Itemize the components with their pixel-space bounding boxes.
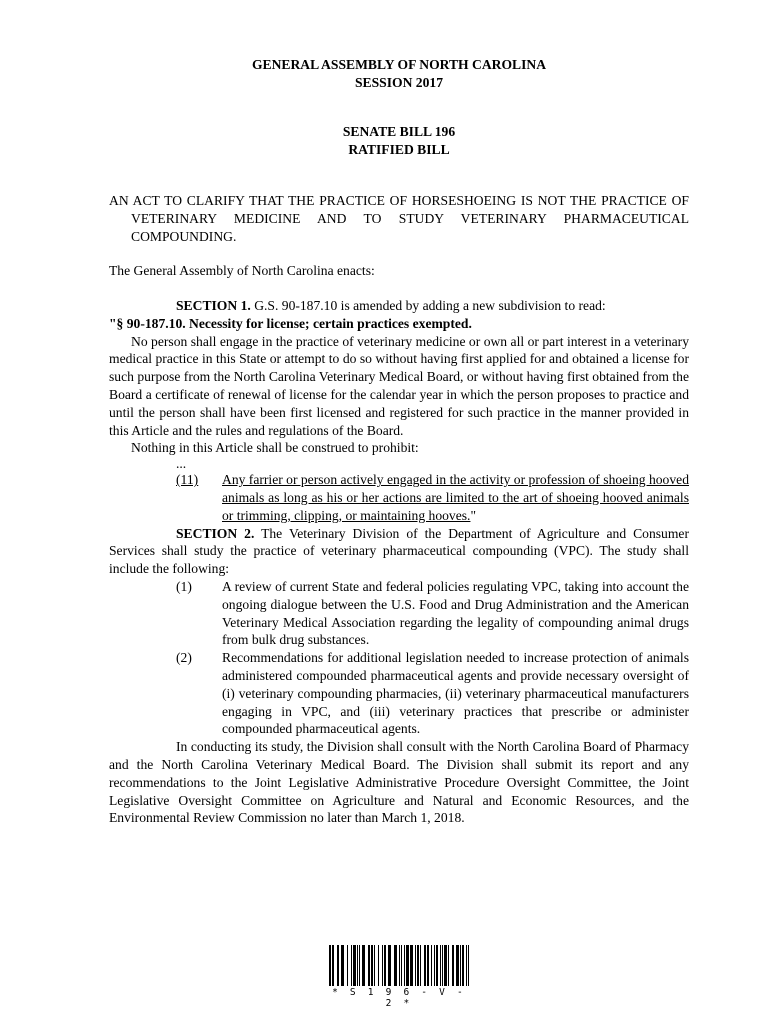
study-item-1 [109, 578, 689, 649]
enacting-clause: The General Assembly of North Carolina enacts: [109, 263, 375, 278]
section1-intro [109, 297, 689, 315]
subdivision-number: (11) [176, 472, 199, 488]
assembly-header [109, 56, 689, 92]
session-label: SESSION 2017 [354, 74, 443, 90]
study-item-text: A review of current State and federal policies regulating VPC, taking into account the ongoing dialogue between the U.S. Food and Drug Administration and the American Veterinary Medical Association regarding the legality of compounding animal drugs from bulk drug substances. [222, 578, 689, 648]
barcode-bars [329, 945, 469, 986]
act-title: AN ACT TO CLARIFY THAT THE PRACTICE OF HORSESHOEING IS NOT THE PRACTICE OF VETERINARY MEDICINE AND TO STUDY VETERINARY PHARMACEUTICAL COMPOUNDING. [109, 193, 689, 244]
study-item-number: (2) [176, 650, 192, 666]
omission-ellipsis: ... [176, 456, 187, 472]
statute-heading: "§ 90-187.10. Necessity for license; certain practices exempted. [109, 315, 472, 331]
assembly-name: GENERAL ASSEMBLY OF NORTH CAROLINA [251, 57, 547, 72]
subdivision-text: Any farrier or person actively engaged in the activity or profession of shoeing hooved animals as long as his or her actions are limited to the art of shoeing hooved animals or trimming, clipping, or maintaining hooves." [222, 472, 689, 523]
study-item-2 [109, 649, 689, 738]
section2-label: SECTION 2. [176, 525, 255, 541]
study-item-number: (1) [176, 578, 192, 594]
document-barcode [329, 945, 469, 1009]
statute-paragraph-1: No person shall engage in the practice of veterinary medicine or own all or part interest in a veterinary medical practice in this State or attempt to do so without having first applied for and obtained a license for such purpose from the North Carolina Veterinary Medical Board, or without having first obtained from the Board a certificate of renewal of license for the calendar year in which the person proposes to practice and until the person shall have been first licensed and registered for such practice in the manner provided in this Article and the rules and regulations of the Board. [109, 333, 689, 438]
section2-closing: In conducting its study, the Division shall consult with the North Carolina Board of Pharmacy and the North Carolina Veterinary Medical Board. The Division shall submit its report and any recommendations to the Joint Legislative Administrative Procedure Oversight Committee, the Joint Legislative Oversight Committee on Agriculture and Natural and Economic Resources, and the Environmental Review Commission no later than March 1, 2018. [109, 739, 689, 826]
bill-status: RATIFIED BILL [348, 141, 450, 157]
statute-subdivision-11 [109, 471, 689, 524]
bill-header [109, 123, 689, 159]
section1-label: SECTION 1. [176, 298, 251, 313]
bill-body [109, 297, 689, 827]
bill-number: SENATE BILL 196 [342, 124, 456, 139]
section2-intro [109, 525, 689, 578]
section2-text: The Veterinary Division of the Department of Agriculture and Consumer Services shall study the practice of veterinary pharmaceutical compounding (VPC). The study shall include the following: [109, 525, 689, 577]
statute-paragraph-2: Nothing in this Article shall be construed to prohibit: [131, 440, 419, 456]
barcode-caption: * S 1 9 6 - V - 2 * [332, 987, 466, 1009]
section1-text: G.S. 90-187.10 is amended by adding a new subdivision to read: [250, 298, 606, 313]
study-item-text: Recommendations for additional legislation needed to increase protection of animals administered compounded pharmaceutical agents and provide necessary oversight of (i) veterinary compounding pharmacies, (ii) veterinary pharmaceutical manufacturers engaging in VPC, and (iii) veterinary practices that prescribe or administer compounded pharmaceutical agents. [222, 650, 689, 737]
closing-quote: " [470, 507, 476, 523]
